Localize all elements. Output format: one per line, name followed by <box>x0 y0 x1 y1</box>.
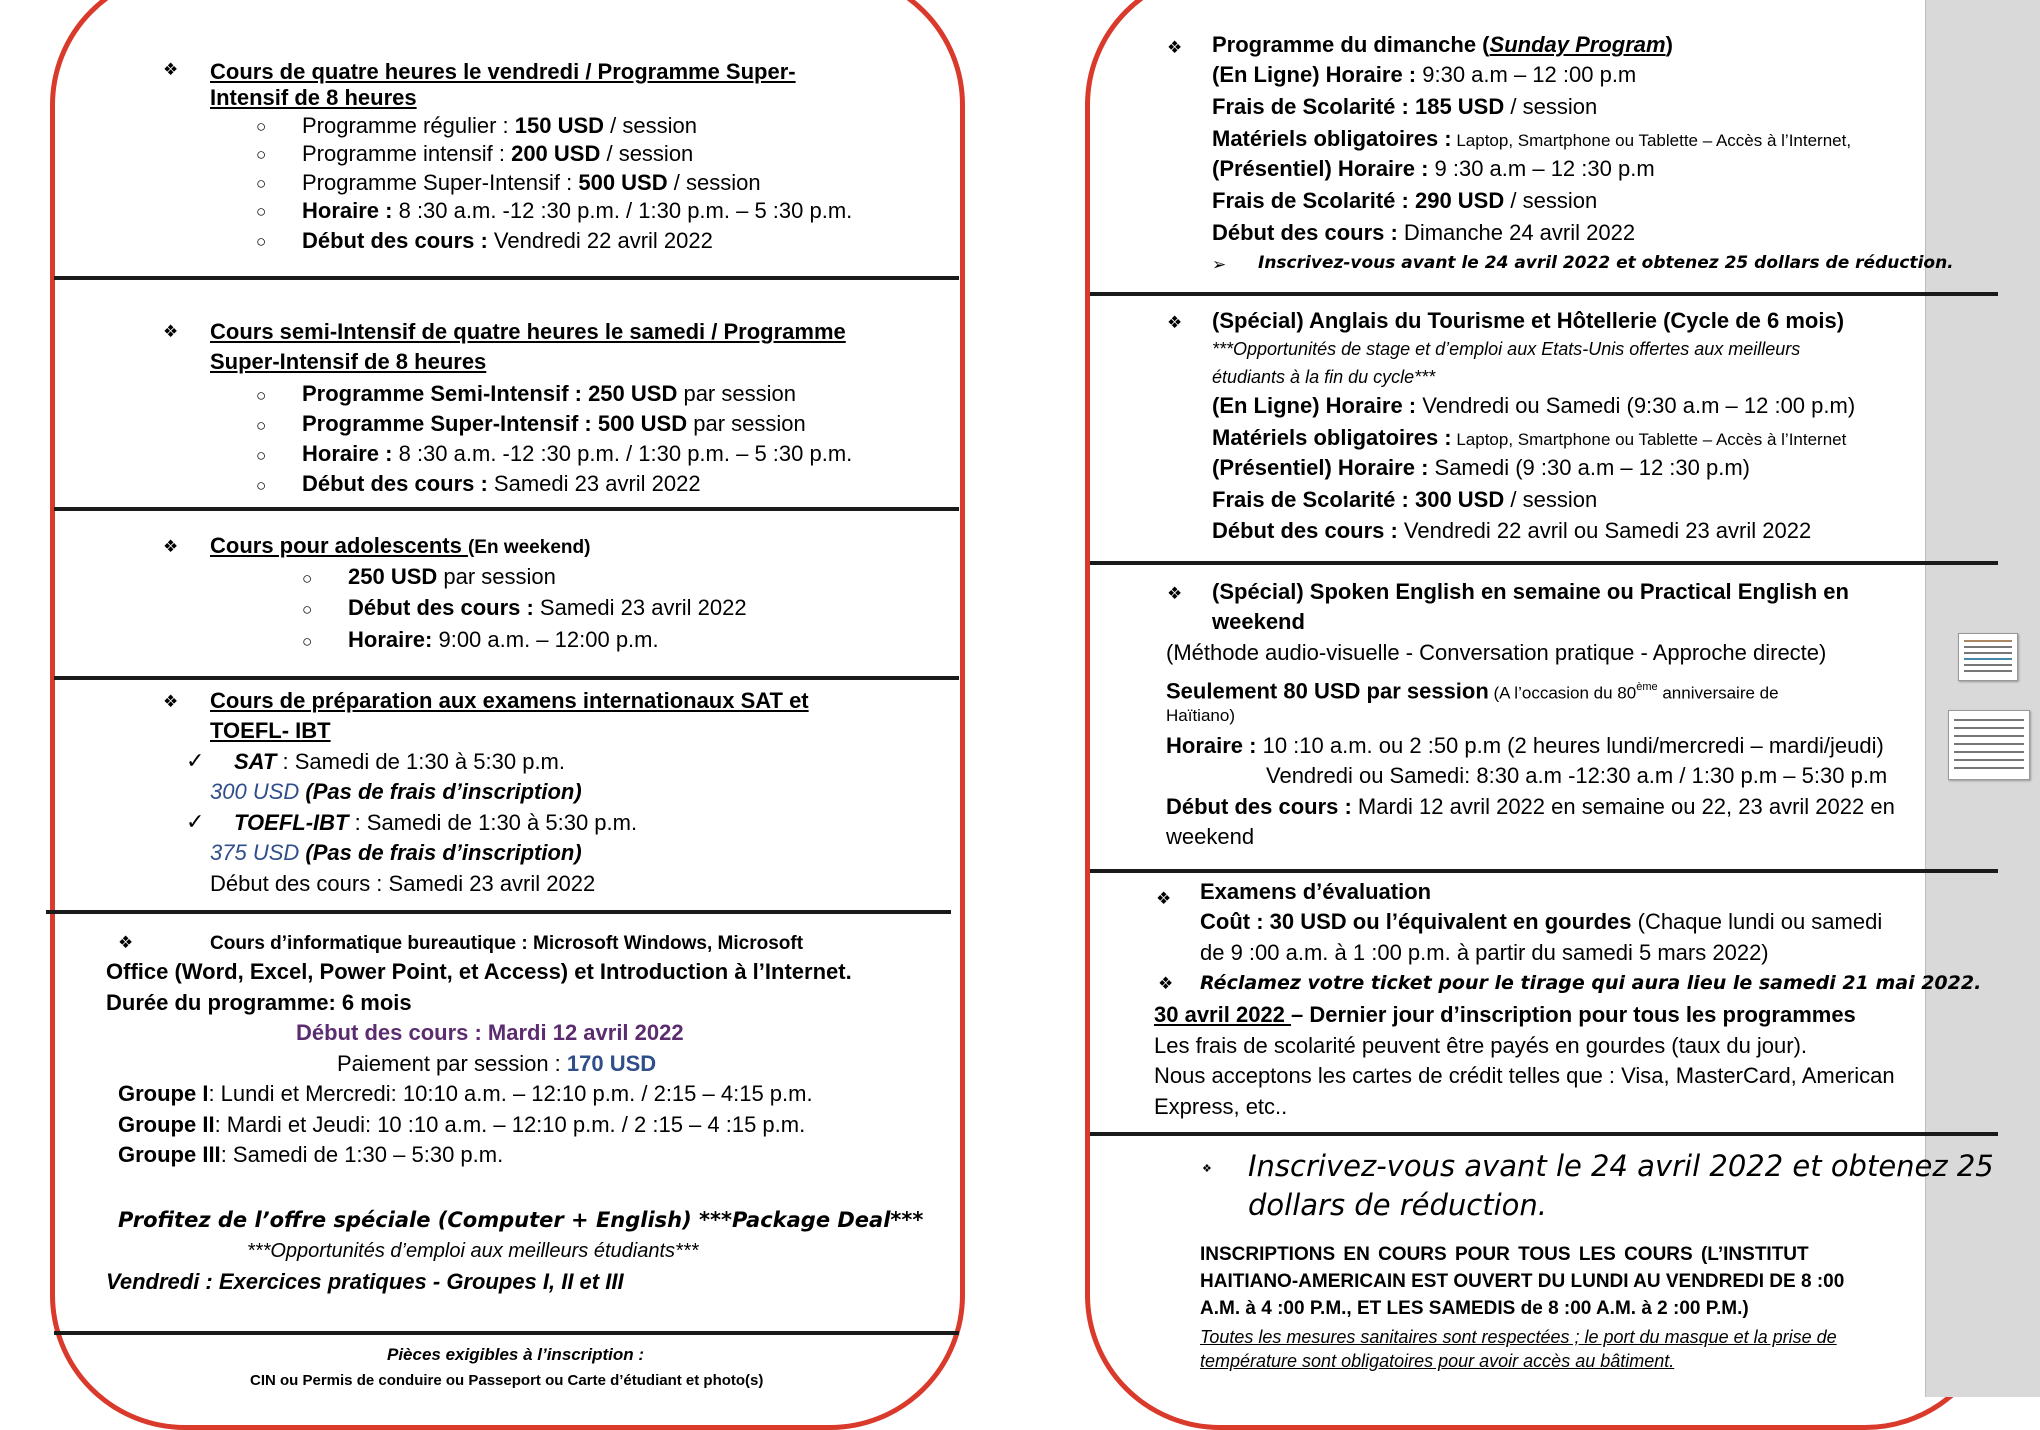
registration-text: INSCRIPTIONS EN COURS POUR TOUS LES COURS (L’INSTITUT <box>1200 1244 1809 1265</box>
note: ***Opportunités de stage et d’emploi aux Etats-Unis offertes aux meilleurs <box>1212 339 1801 359</box>
promo-banner: Inscrivez-vous avant le 24 avril 2022 et obtenez 25 <box>1248 1149 1994 1183</box>
group-line: Groupe I: Lundi et Mercredi: 10:10 a.m. – 12:10 p.m. / 2:15 – 4:15 p.m. <box>118 1081 813 1106</box>
section-title: Cours semi-Intensif de quatre heures le samedi / Programme <box>210 319 846 344</box>
fee-line: Frais de Scolarité : 290 USD / session <box>1212 188 1598 213</box>
section-title: Cours d’informatique bureautique : Microsoft Windows, Microsoft <box>210 933 804 954</box>
circle-bullet-icon: ○ <box>256 202 267 221</box>
diamond-bullet-icon: ❖ <box>1156 889 1172 908</box>
list-item: Début des cours : Vendredi 22 avril 2022 <box>302 228 713 253</box>
circle-bullet-icon: ○ <box>302 569 313 588</box>
circle-bullet-icon: ○ <box>256 117 267 136</box>
section-title: Intensif de 8 heures <box>210 85 417 110</box>
section-text: Office (Word, Excel, Power Point, et Access) et Introduction à l’Internet. <box>106 959 852 984</box>
divider <box>54 276 959 280</box>
diamond-bullet-icon: ❖ <box>1158 974 1174 993</box>
list-item: Horaire : 8 :30 a.m. -12 :30 p.m. / 1:30 p.m. – 5 :30 p.m. <box>302 441 853 466</box>
diamond-bullet-icon: ❖ <box>1167 38 1183 57</box>
practice-note: Vendredi : Exercices pratiques - Groupes I, II et III <box>106 1269 624 1294</box>
section-title: (Spécial) Spoken English en semaine ou Practical English en <box>1212 579 1849 604</box>
cost-line-cont: de 9 :00 a.m. à 1 :00 p.m. à partir du samedi 5 mars 2022) <box>1200 940 1769 965</box>
circle-bullet-icon: ○ <box>302 632 313 651</box>
page-thumbnail-2[interactable] <box>1948 710 2030 780</box>
group-line: Groupe III: Samedi de 1:30 – 5:30 p.m. <box>118 1142 504 1167</box>
divider <box>1090 292 1998 296</box>
sat-line: SAT : Samedi de 1:30 à 5:30 p.m. <box>234 749 565 774</box>
method-line: (Méthode audio-visuelle - Conversation pratique - Approche directe) <box>1166 640 1827 665</box>
price-line-cont: Haïtiano) <box>1166 706 1235 725</box>
list-item: Programme régulier : 150 USD / session <box>302 113 697 138</box>
check-icon: ✓ <box>186 748 205 773</box>
circle-bullet-icon: ○ <box>256 232 267 251</box>
toefl-line: TOEFL-IBT : Samedi de 1:30 à 5:30 p.m. <box>234 810 638 835</box>
diamond-bullet-icon: ❖ <box>163 537 179 556</box>
start-date: Début des cours : Samedi 23 avril 2022 <box>210 871 596 896</box>
sanitary-note: température sont obligatoires pour avoir accès au bâtiment. <box>1200 1351 1675 1371</box>
start-date: Début des cours : Vendredi 22 avril ou Samedi 23 avril 2022 <box>1212 518 1812 543</box>
list-item: Programme Super-Intensif : 500 USD par session <box>302 411 806 436</box>
fee-line: Frais de Scolarité : 300 USD / session <box>1212 487 1598 512</box>
promo-note: Inscrivez-vous avant le 24 avril 2022 et obtenez 25 dollars de réduction. <box>1258 253 1954 273</box>
section-title: Cours de quatre heures le vendredi / Programme Super- <box>210 59 796 84</box>
circle-bullet-icon: ○ <box>256 145 267 164</box>
fee-line: Frais de Scolarité : 185 USD / session <box>1212 94 1598 119</box>
section-title: Programme du dimanche (Sunday Program) <box>1212 32 1673 57</box>
diamond-bullet-icon: ❖ <box>1167 584 1183 603</box>
start-date-cont: weekend <box>1166 824 1255 849</box>
materials-line: Matériels obligatoires : Laptop, Smartphone ou Tablette – Accès à l’Internet, <box>1212 126 1852 151</box>
registration-text: A.M. à 4 :00 P.M., ET LES SAMEDIS de 8 :00 A.M. à 2 :00 P.M.) <box>1200 1298 1749 1319</box>
list-item: Horaire : 8 :30 a.m. -12 :30 p.m. / 1:30 p.m. – 5 :30 p.m. <box>302 198 853 223</box>
price-line: Seulement 80 USD par session (A l’occasion du 80ème anniversaire de <box>1166 678 1779 704</box>
sanitary-note: Toutes les mesures sanitaires sont respectées ; le port du masque et la prise de <box>1200 1327 1837 1347</box>
note: étudiants à la fin du cycle*** <box>1212 367 1436 387</box>
section-title: weekend <box>1212 609 1305 634</box>
divider <box>1090 1132 1998 1136</box>
divider <box>54 507 959 511</box>
start-date: Début des cours : Dimanche 24 avril 2022 <box>1212 220 1636 245</box>
start-date: Début des cours : Mardi 12 avril 2022 en semaine ou 22, 23 avril 2022 en <box>1166 794 1895 819</box>
arrow-bullet-icon: ➢ <box>1212 255 1227 274</box>
materials-line: Matériels obligatoires : Laptop, Smartphone ou Tablette – Accès à l’Internet <box>1212 425 1847 450</box>
payment-note: Les frais de scolarité peuvent être payés en gourdes (taux du jour). <box>1154 1033 1808 1058</box>
check-icon: ✓ <box>186 809 205 834</box>
schedule-line: (Présentiel) Horaire : 9 :30 a.m – 12 :30 p.m <box>1212 156 1655 181</box>
list-item: Programme Super-Intensif : 500 USD / session <box>302 170 761 195</box>
required-docs-title: Pièces exigibles à l’inscription : <box>387 1345 644 1364</box>
diamond-bullet-icon: ❖ <box>118 933 134 952</box>
payment: Paiement par session : 170 USD <box>337 1051 657 1076</box>
diamond-bullet-icon: ❖ <box>163 692 179 711</box>
section-title: Examens d’évaluation <box>1200 879 1432 904</box>
section-title: (Spécial) Anglais du Tourisme et Hôtellerie (Cycle de 6 mois) <box>1212 308 1845 333</box>
ticket-note: Réclamez votre ticket pour le tirage qui aura lieu le samedi 21 mai 2022. <box>1200 972 1982 994</box>
circle-bullet-icon: ○ <box>256 476 267 495</box>
deadline: 30 avril 2022 – Dernier jour d’inscription pour tous les programmes <box>1154 1002 1856 1027</box>
circle-bullet-icon: ○ <box>302 600 313 619</box>
schedule-line: (En Ligne) Horaire : 9:30 a.m – 12 :00 p.m <box>1212 62 1637 87</box>
circle-bullet-icon: ○ <box>256 386 267 405</box>
diamond-bullet-icon: ❖ <box>1167 313 1183 332</box>
schedule-line: Horaire : 10 :10 a.m. ou 2 :50 p.m (2 heures lundi/mercredi – mardi/jeudi) <box>1166 733 1884 758</box>
start-date: Début des cours : Mardi 12 avril 2022 <box>296 1020 684 1045</box>
circle-bullet-icon: ○ <box>256 416 267 435</box>
circle-bullet-icon: ○ <box>256 174 267 193</box>
group-line: Groupe II: Mardi et Jeudi: 10 :10 a.m. – 12:10 p.m. / 2 :15 – 4 :15 p.m. <box>118 1112 806 1137</box>
list-item: Début des cours : Samedi 23 avril 2022 <box>302 471 701 496</box>
schedule-line: (Présentiel) Horaire : Samedi (9 :30 a.m – 12 :30 p.m) <box>1212 455 1751 480</box>
cards-note: Nous acceptons les cartes de crédit telles que : Visa, MasterCard, American <box>1154 1063 1895 1088</box>
list-item: Horaire: 9:00 a.m. – 12:00 p.m. <box>348 627 659 652</box>
list-item: Programme intensif : 200 USD / session <box>302 141 694 166</box>
section-title: TOEFL- IBT <box>210 718 331 743</box>
schedule-line: (En Ligne) Horaire : Vendredi ou Samedi (9:30 a.m – 12 :00 p.m) <box>1212 393 1856 418</box>
section-title: Super-Intensif de 8 heures <box>210 349 487 374</box>
list-item: Programme Semi-Intensif : 250 USD par session <box>302 381 796 406</box>
schedule-line-cont: Vendredi ou Samedi: 8:30 a.m -12:30 a.m / 1:30 p.m – 5:30 p.m <box>1266 763 1888 788</box>
duration: Durée du programme: 6 mois <box>106 990 412 1015</box>
diamond-bullet-icon: ❖ <box>163 60 179 79</box>
scrollbar-area[interactable] <box>1925 0 2040 1397</box>
section-title: Cours de préparation aux examens internationaux SAT et <box>210 688 809 713</box>
sat-price: 300 USD (Pas de frais d’inscription) <box>210 779 582 804</box>
promo-banner: dollars de réduction. <box>1248 1188 1548 1222</box>
registration-text: HAITIANO-AMERICAIN EST OUVERT DU LUNDI AU VENDREDI DE 8 :00 <box>1200 1271 1845 1292</box>
cost-line: Coût : 30 USD ou l’équivalent en gourdes (Chaque lundi ou samedi <box>1200 909 1883 934</box>
divider <box>1090 561 1998 565</box>
circle-bullet-icon: ○ <box>256 446 267 465</box>
toefl-price: 375 USD (Pas de frais d’inscription) <box>210 840 582 865</box>
opportunities: ***Opportunités d’emploi aux meilleurs étudiants*** <box>247 1240 699 1262</box>
divider <box>1090 869 1998 873</box>
divider <box>54 676 959 680</box>
divider <box>54 1331 959 1335</box>
list-item: Début des cours : Samedi 23 avril 2022 <box>348 595 747 620</box>
list-item: 250 USD par session <box>348 564 556 589</box>
special-offer: Profitez de l’offre spéciale (Computer + English) ***Package Deal*** <box>118 1208 924 1232</box>
required-docs: CIN ou Permis de conduire ou Passeport ou Carte d’étudiant et photo(s) <box>250 1372 764 1389</box>
section-title: Cours pour adolescents (En weekend) <box>210 533 591 558</box>
diamond-bullet-icon: ❖ <box>163 322 179 341</box>
divider <box>46 910 951 914</box>
cards-note-cont: Express, etc.. <box>1154 1094 1288 1119</box>
diamond-bullet-icon: ❖ <box>1202 1163 1212 1175</box>
page-thumbnail-1[interactable] <box>1958 633 2018 681</box>
